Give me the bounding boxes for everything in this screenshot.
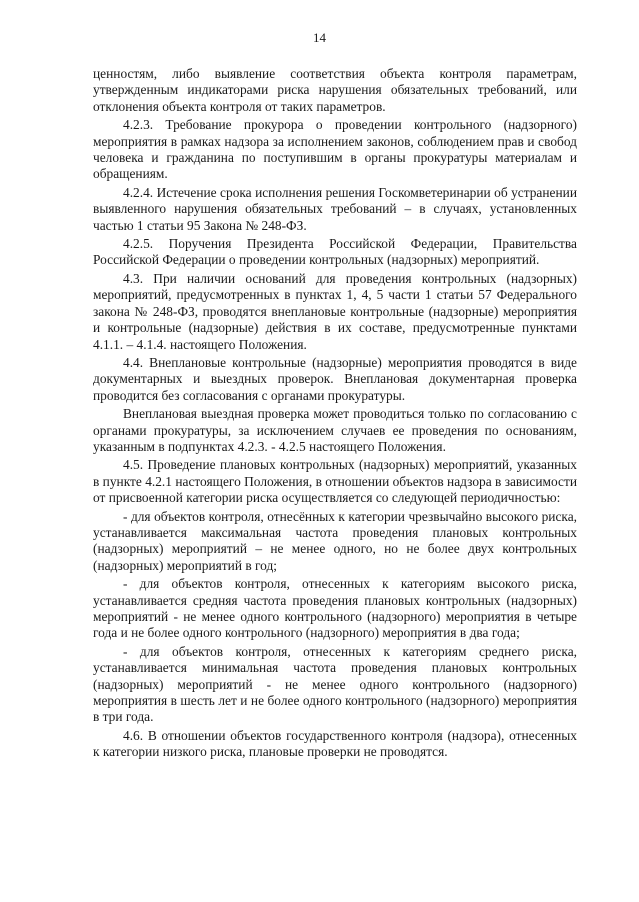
list-item-extreme-risk: - для объектов контроля, отнесённых к категории чрезвычайно высокого риска, устанавливается максимальная частота проведения плановых контрольных (надзорных) мероприятий – не менее одного, но не более двух контрольных (надзорных) мероприятий в год; bbox=[93, 508, 577, 573]
paragraph-4-2-4: 4.2.4. Истечение срока исполнения решения Госкомветеринарии об устранении выявленного нарушения обязательных требований – в случаях, установленных частью 1 статьи 95 Закона № 248-ФЗ. bbox=[93, 184, 577, 233]
paragraph-4-2-3: 4.2.3. Требование прокурора о проведении контрольного (надзорного) мероприятия в рамках надзора за исполнением законов, соблюдением прав и свобод человека и гражданина по поступившим в органы прокуратуры материалам и обращениям. bbox=[93, 117, 577, 182]
paragraph-4-6: 4.6. В отношении объектов государственного контроля (надзора), отнесенных к категории низкого риска, плановые проверки не проводятся. bbox=[93, 727, 577, 760]
list-item-high-risk: - для объектов контроля, отнесенных к категориям высокого риска, устанавливается средняя частота проведения плановых контрольных (надзорных) мероприятий - не менее одного контрольного (надзорного) мероприятия в четыре года и не более одного контрольного (надзорного) мероприятия в два года; bbox=[93, 576, 577, 641]
page-number: 14 bbox=[313, 30, 326, 45]
list-item-medium-risk: - для объектов контроля, отнесенных к категориям среднего риска, устанавливается минимальная частота проведения плановых контрольных (надзорных) мероприятий - не менее одного контрольного (надзорного) мероприятия в шесть лет и не более одного контрольного (надзорного) мероприятия в три года. bbox=[93, 643, 577, 725]
paragraph-4-4: 4.4. Внеплановые контрольные (надзорные) мероприятия проводятся в виде документарных и выездных проверок. Внеплановая документарная проверка проводится без согласования с органами прокуратуры. bbox=[93, 354, 577, 403]
paragraph-4-5: 4.5. Проведение плановых контрольных (надзорных) мероприятий, указанных в пункте 4.2.1 настоящего Положения, в отношении объектов надзора в зависимости от присвоенной категории риска осуществляется со следующей периодичностью: bbox=[93, 457, 577, 506]
paragraph-4-3: 4.3. При наличии оснований для проведения контрольных (надзорных) мероприятий, предусмотренных в пунктах 1, 4, 5 части 1 статьи 57 Федерального закона № 248-ФЗ, проводятся внеплановые контрольные (надзорные) мероприятия и контрольные (надзорные) действия в их составе, предусмотренные пунктами 4.1.1. – 4.1.4. настоящего Положения. bbox=[93, 270, 577, 352]
paragraph-4-2-5: 4.2.5. Поручения Президента Российской Федерации, Правительства Российской Федерации о проведении контрольных (надзорных) мероприятий. bbox=[93, 236, 577, 268]
paragraph-unplanned-onsite: Внеплановая выездная проверка может проводиться только по согласованию с органами прокуратуры, за исключением случаев ее проведения по основаниям, указанным в подпунктах 4.2.3. - 4.2.5 настоящего Положения. bbox=[93, 406, 577, 454]
paragraph-continuation: ценностям, либо выявление соответствия объекта контроля параметрам, утвержденным индикаторами риска нарушения обязательных требований, или отклонения объекта контроля от таких параметров. bbox=[93, 66, 577, 114]
document-body bbox=[93, 66, 577, 763]
